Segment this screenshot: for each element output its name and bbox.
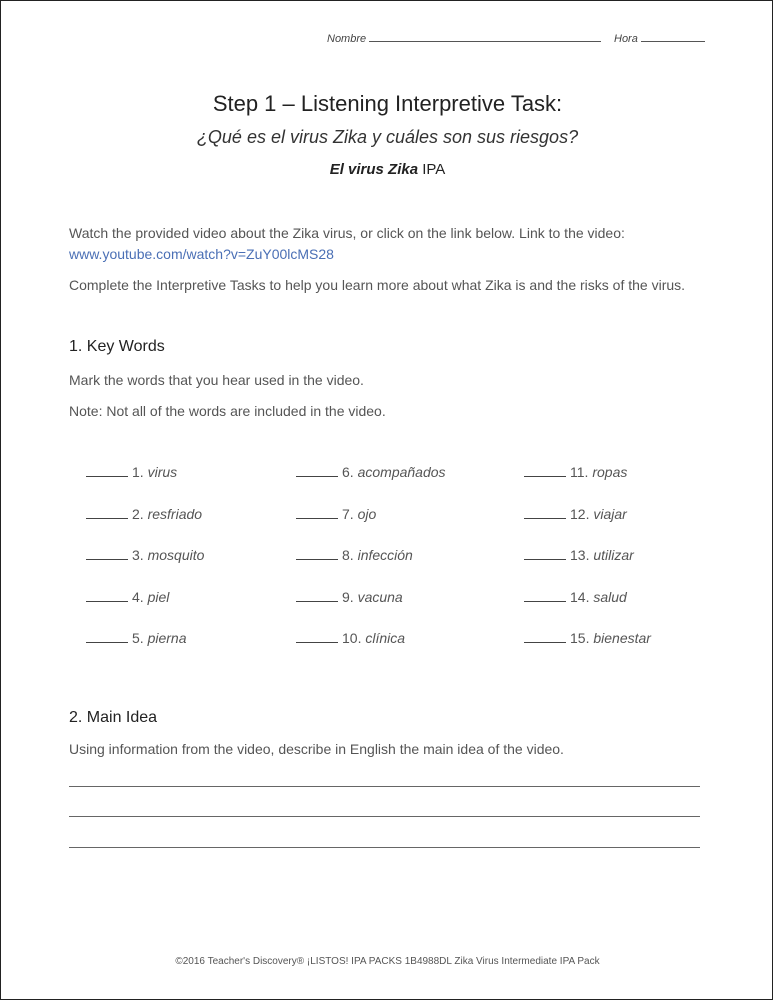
answer-line[interactable]: [69, 786, 700, 787]
name-field[interactable]: [327, 32, 601, 45]
word-number: 2.: [132, 506, 144, 522]
word-number: 7.: [342, 506, 354, 522]
word-text: virus: [147, 464, 178, 480]
word-number: 9.: [342, 589, 354, 605]
word-text: ojo: [357, 506, 377, 522]
time-line[interactable]: [641, 32, 705, 42]
word-number: 5.: [132, 630, 144, 646]
word-text: ropas: [592, 464, 628, 480]
key-word-item: [86, 630, 187, 646]
word-text: salud: [593, 589, 627, 605]
ipa-title: [1, 161, 773, 178]
answer-blank[interactable]: [296, 590, 338, 602]
key-word-item: [86, 506, 202, 522]
page-subtitle: ¿Qué es el virus Zika y cuáles son sus riesgos?: [196, 127, 579, 147]
key-word-item: [86, 464, 177, 480]
answer-blank[interactable]: [524, 548, 566, 560]
key-word-item: [524, 589, 627, 605]
word-number: 13.: [570, 547, 590, 563]
section-1-heading: 1. Key Words: [69, 338, 165, 355]
answer-blank[interactable]: [524, 465, 566, 477]
word-number: 1.: [132, 464, 144, 480]
word-number: 10.: [342, 630, 362, 646]
answer-line[interactable]: [69, 816, 700, 817]
word-number: 3.: [132, 547, 144, 563]
word-number: 12.: [570, 506, 590, 522]
section-2-instruction: Using information from the video, describe in English the main idea of the video.: [69, 741, 564, 757]
word-number: 15.: [570, 630, 590, 646]
key-word-item: [86, 589, 169, 605]
word-number: 8.: [342, 547, 354, 563]
word-number: 14.: [570, 589, 590, 605]
answer-blank[interactable]: [86, 465, 128, 477]
word-number: 6.: [342, 464, 354, 480]
word-text: bienestar: [593, 630, 651, 646]
ipa-title-italic: El virus Zika: [329, 161, 419, 178]
key-word-item: [524, 547, 634, 563]
key-word-item: [524, 506, 627, 522]
key-word-item: [524, 464, 627, 480]
key-word-item: [296, 464, 446, 480]
word-text: acompañados: [357, 464, 446, 480]
section-2-heading: 2. Main Idea: [69, 709, 158, 726]
section-1-note: Note: Not all of the words are included in the video.: [69, 403, 386, 419]
key-word-item: [86, 547, 204, 563]
word-text: viajar: [593, 506, 627, 522]
name-line[interactable]: [369, 32, 601, 42]
word-text: clínica: [365, 630, 406, 646]
answer-blank[interactable]: [296, 548, 338, 560]
answer-blank[interactable]: [86, 590, 128, 602]
word-text: piel: [147, 589, 170, 605]
footer: ©2016 Teacher's Discovery® ¡LISTOS! IPA PACKS 1B4988DL Zika Virus Intermediate IPA Pack: [175, 956, 600, 967]
key-word-item: [296, 506, 376, 522]
answer-blank[interactable]: [296, 465, 338, 477]
answer-blank[interactable]: [86, 548, 128, 560]
answer-blank[interactable]: [524, 507, 566, 519]
page-title: Step 1 – Listening Interpretive Task:: [212, 91, 563, 116]
key-word-item: [296, 547, 413, 563]
word-number: 4.: [132, 589, 144, 605]
name-label: Nombre: [327, 33, 367, 45]
word-number: 11.: [570, 464, 589, 480]
time-label: Hora: [614, 33, 638, 45]
key-word-item: [296, 630, 405, 646]
intro-paragraph: [69, 223, 709, 265]
video-link[interactable]: www.youtube.com/watch?v=ZuY00lcMS28: [69, 246, 334, 262]
word-text: resfriado: [147, 506, 203, 522]
intro-text: Watch the provided video about the Zika virus, or click on the link below. Link to the video:: [69, 225, 625, 241]
key-word-item: [296, 589, 403, 605]
intro-paragraph-2: Complete the Interpretive Tasks to help you learn more about what Zika is and the risks of the virus.: [69, 277, 686, 293]
word-text: utilizar: [593, 547, 634, 563]
ipa-title-rest: IPA: [418, 161, 446, 178]
word-text: infección: [357, 547, 413, 563]
word-text: vacuna: [357, 589, 403, 605]
answer-line[interactable]: [69, 847, 700, 848]
answer-blank[interactable]: [296, 631, 338, 643]
word-text: pierna: [147, 630, 187, 646]
answer-blank[interactable]: [86, 507, 128, 519]
time-field[interactable]: [614, 32, 705, 45]
answer-blank[interactable]: [86, 631, 128, 643]
answer-blank[interactable]: [524, 631, 566, 643]
word-text: mosquito: [147, 547, 205, 563]
answer-blank[interactable]: [296, 507, 338, 519]
key-word-item: [524, 630, 651, 646]
answer-blank[interactable]: [524, 590, 566, 602]
section-1-instruction: Mark the words that you hear used in the video.: [69, 372, 364, 388]
